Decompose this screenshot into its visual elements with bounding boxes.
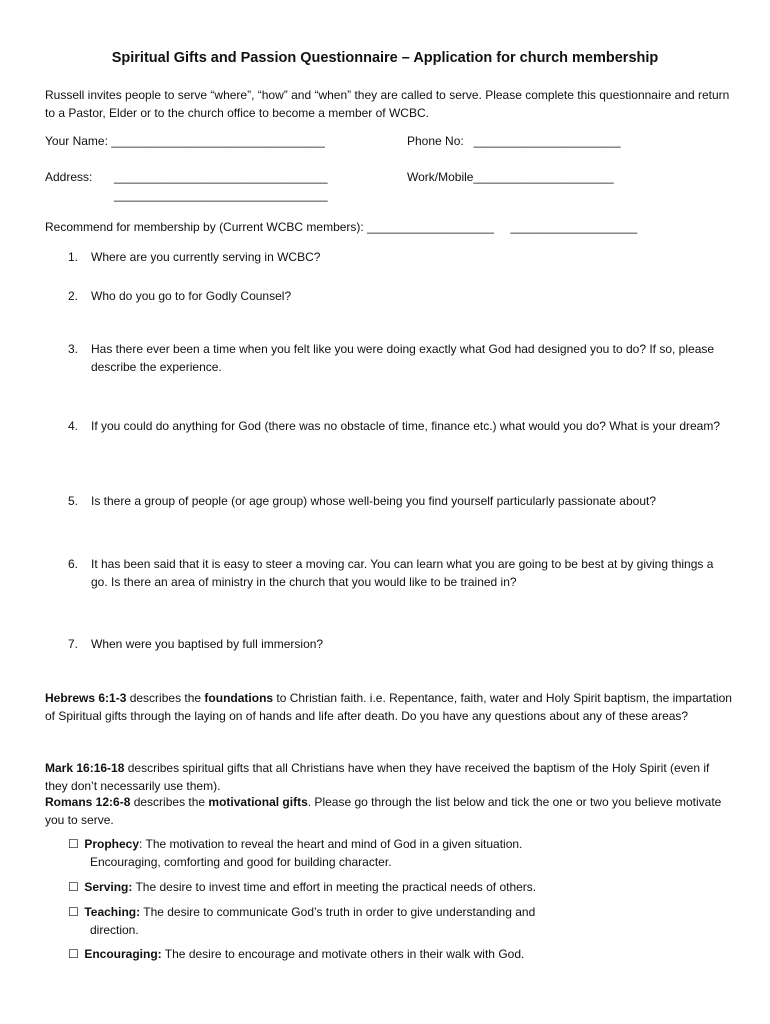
phone-field[interactable]: Phone No: ______________________ — [407, 134, 621, 148]
mark-paragraph — [45, 760, 735, 795]
gift-description: The desire to communicate God’s truth in order to give understanding and — [140, 905, 536, 919]
question-item — [68, 493, 728, 511]
scripture-reference: Romans 12:6-8 — [45, 795, 131, 809]
page-title: Spiritual Gifts and Passion Questionnaire – Application for church membership — [111, 50, 659, 66]
question-number: 7. — [68, 637, 79, 651]
question-text: Where are you currently serving in WCBC? — [91, 250, 321, 264]
question-number: 4. — [68, 419, 79, 433]
gift-name: Teaching: — [84, 905, 141, 919]
paragraph-text: describes the — [130, 795, 209, 809]
address-label: Address: — [45, 170, 93, 184]
checkbox[interactable]: ☐ — [68, 880, 79, 894]
question-text: If you could do anything for God (there was no obstacle of time, finance etc.) what would you do? What is your dream? — [91, 419, 721, 433]
question-text: Who do you go to for Godly Counsel? — [91, 289, 292, 303]
gift-item-prophecy — [68, 836, 708, 871]
intro-paragraph: Russell invites people to serve “where”, “how” and “when” they are called to serve. Please complete this questionnaire and return to a Pastor, Elder or to the church office to become a member of WCBC. — [45, 88, 730, 120]
question-item — [68, 636, 728, 654]
romans-paragraph — [45, 794, 735, 829]
question-number: 2. — [68, 289, 79, 303]
address-field-line2[interactable]: ________________________________ — [114, 188, 328, 202]
paragraph-text: describes spiritual gifts that all Christians have when they have received the baptism of the Holy Spirit (even if they don’t necessarily use them). — [45, 761, 710, 793]
question-text: It has been said that it is easy to steer a moving car. You can learn what you are going to be best at by giving things a go. Is there an area of ministry in the church that you would like to be trained in? — [91, 557, 714, 589]
gift-item-teaching — [68, 904, 708, 939]
gift-item-encouraging — [68, 946, 708, 964]
work-mobile-field[interactable]: Work/Mobile_____________________ — [407, 170, 614, 184]
question-text: Is there a group of people (or age group) whose well-being you find yourself particularly passionate about? — [91, 494, 657, 508]
gift-description: The motivation to reveal the heart and mind of God in a given situation. — [142, 837, 523, 851]
address-field-line1[interactable]: ________________________________ — [114, 170, 328, 184]
checkbox[interactable]: ☐ — [68, 947, 79, 961]
question-number: 6. — [68, 557, 79, 571]
question-number: 5. — [68, 494, 79, 508]
scripture-reference: Mark 16:16-18 — [45, 761, 125, 775]
question-item — [68, 418, 728, 436]
question-text: Has there ever been a time when you felt like you were doing exactly what God had designed you to do? If so, please describe the experience. — [91, 342, 715, 374]
question-item — [68, 249, 728, 267]
bold-term: motivational gifts — [208, 795, 308, 809]
question-item — [68, 341, 728, 376]
gift-description-continued: Encouraging, comforting and good for building character. — [90, 854, 392, 869]
scripture-reference: Hebrews 6:1-3 — [45, 691, 127, 705]
gift-description: The desire to invest time and effort in meeting the practical needs of others. — [132, 880, 537, 894]
gift-name: Serving: — [84, 880, 133, 894]
paragraph-text: to Christian faith. i.e. Repentance, faith, water and Holy Spirit baptism, the impartation of Spiritual gifts through the laying on of hands and life after death. Do you have any questions about any of these areas? — [45, 691, 732, 723]
gift-name: Prophecy — [84, 837, 140, 851]
gift-description: The desire to encourage and motivate others in their walk with God. — [161, 947, 525, 961]
bold-term: foundations — [204, 691, 274, 705]
gift-description-continued: direction. — [90, 922, 139, 937]
question-item — [68, 556, 728, 591]
question-item — [68, 288, 728, 306]
paragraph-text: . Please go through the list below and tick the one or two you believe motivate you to serve. — [45, 795, 722, 827]
question-number: 3. — [68, 342, 79, 356]
question-number: 1. — [68, 250, 79, 264]
name-field[interactable]: Your Name: ________________________________ — [45, 134, 325, 148]
gift-item-serving — [68, 879, 708, 897]
question-text: When were you baptised by full immersion? — [91, 637, 324, 651]
hebrews-paragraph — [45, 690, 735, 725]
recommend-field[interactable]: Recommend for membership by (Current WCBC members): ___________________ ___________________ — [45, 220, 638, 234]
paragraph-text: describes the — [126, 691, 205, 705]
checkbox[interactable]: ☐ — [68, 837, 79, 851]
gift-colon: : — [139, 837, 143, 851]
gift-name: Encouraging: — [84, 947, 162, 961]
checkbox[interactable]: ☐ — [68, 905, 79, 919]
